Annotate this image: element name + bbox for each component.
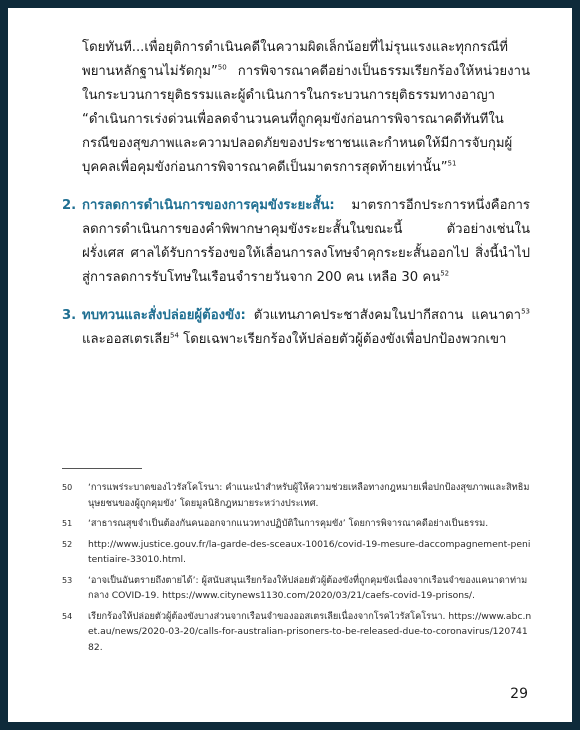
list-item-3-text-a: ตัวแทนภาคประชาสังคมในปากีสถาน แคนาดา	[245, 308, 522, 323]
paragraph-1-text-a: โดยทันที...เพื่อยุติการดำเนินคดีในความผิดเล็กน้อยที่ไม่รุนแรงและทุกกรณีที่พยานหลักฐานไม่รัดกุม”	[82, 40, 508, 79]
footnote-ref-53[interactable]: 53	[521, 307, 530, 316]
footnote-link[interactable]: http://www.justice.gouv.fr/la-garde-des-sceaux-10016/covid-19-mesure-daccompagnement-penitentiaire-33010.html.	[88, 538, 531, 565]
footnote-number: 50	[62, 483, 73, 492]
list-item-2-number: 2.	[62, 198, 77, 213]
footnote-text: เรียกร้องให้ปล่อยตัวผู้ต้องขังบางส่วนจากเรือนจำของออสเตรเลียเนื่องจากโรคไวรัสโคโรนา. https://www.abc.net.au/news/2020-03-20/calls-for-australian-prisoners-to-be-released-due-to-coronavirus/12074182.	[88, 610, 532, 653]
footnote-50	[62, 480, 532, 511]
list-item-2	[62, 194, 530, 290]
paragraph-1	[82, 36, 530, 180]
footnotes	[62, 480, 532, 660]
footnote-52	[62, 537, 532, 568]
footnote-ref-50[interactable]: 50	[217, 63, 227, 72]
page-number: 29	[510, 686, 528, 702]
main-content	[62, 36, 530, 366]
footnote-number: 52	[62, 539, 73, 549]
footnote-53	[62, 573, 532, 604]
list-item-2-heading: การลดการดำเนินการของการคุมขังระยะสั้น:	[82, 198, 335, 213]
list-item-3	[62, 304, 530, 352]
footnote-ref-54[interactable]: 54	[170, 331, 179, 340]
footnote-ref-52[interactable]: 52	[440, 269, 450, 278]
list-item-3-text-b: และออสเตรเลีย	[82, 332, 171, 347]
footnote-text: ‘การแพร่ระบาดของไวรัสโคโรนา: คำแนะนำสำหรับผู้ให้ความช่วยเหลือทางกฎหมายเพื่อปกป้องสุขภาพและสิทธิมนุษยชนของผู้ถูกคุมขัง’ โดยมูลนิธิกฎหมายระหว่างประเทศ.	[88, 482, 530, 509]
footnote-51	[62, 516, 532, 532]
footnote-number: 54	[62, 611, 73, 621]
footnote-number: 51	[62, 519, 73, 528]
footnote-text: ‘อาจเป็นอันตรายถึงตายได้’: ผู้สนับสนุนเรียกร้องให้ปล่อยตัวผู้ต้องขังที่ถูกคุมขังเนื่องจากเรือนจำของแคนาดาท่ามกลาง COVID-19. https://www.citynews1130.com/2020/03/21/caefs-covid-19-prisons/.	[88, 574, 528, 601]
footnote-text: ‘สาธารณสุขจำเป็นต้องกันคนออกจากแนวทางปฏิบัติในการคุมขัง’ โดยการพิจารณาคดีอย่างเป็นธรรม.	[88, 518, 489, 529]
list-item-3-text-c: โดยเฉพาะเรียกร้องให้ปล่อยตัวผู้ต้องขังเพื่อปกป้องพวกเขา	[178, 332, 507, 347]
list-item-3-heading: ทบทวนและสั่งปล่อยผู้ต้องขัง:	[82, 308, 246, 323]
list-item-3-number: 3.	[62, 308, 77, 323]
footnote-ref-51[interactable]: 51	[447, 159, 457, 168]
paragraph-1-text-b: การพิจารณาคดีอย่างเป็นธรรมเรียกร้องให้หน่วยงานในกระบวนการยุติธรรมและผู้ดำเนินการในกระบวนการยุติธรรมทางอาญา “ดำเนินการเร่งด่วนเพื่อลดจำนวนคนที่ถูกคุมขังก่อนการพิจารณาคดีทันทีในกรณีของสุขภาพและความปลอดภัยของประชาชนและกำหนดให้มีการจับกุมผู้บุคคลเพื่อคุมขังก่อนการพิจารณาคดีเป็นมาตรการสุดท้ายเท่านั้น”	[82, 64, 530, 175]
footnote-54	[62, 609, 532, 656]
list-item-2-text: มาตรการอีกประการหนึ่งคือการลดการดำเนินการของคำพิพากษาคุมขังระยะสั้นในขณะนี้ ตัวอย่างเช่นในฝรั่งเศส ศาลได้รับการร้องขอให้เลื่อนการลงโทษจำคุกระยะสั้นออกไป สิ่งนี้นำไปสู่การลดการรับโทษในเรือนจำรายวันจาก 200 คน เหลือ 30 คน	[82, 198, 530, 285]
footnote-number: 53	[62, 575, 73, 585]
footnote-divider	[62, 468, 142, 469]
